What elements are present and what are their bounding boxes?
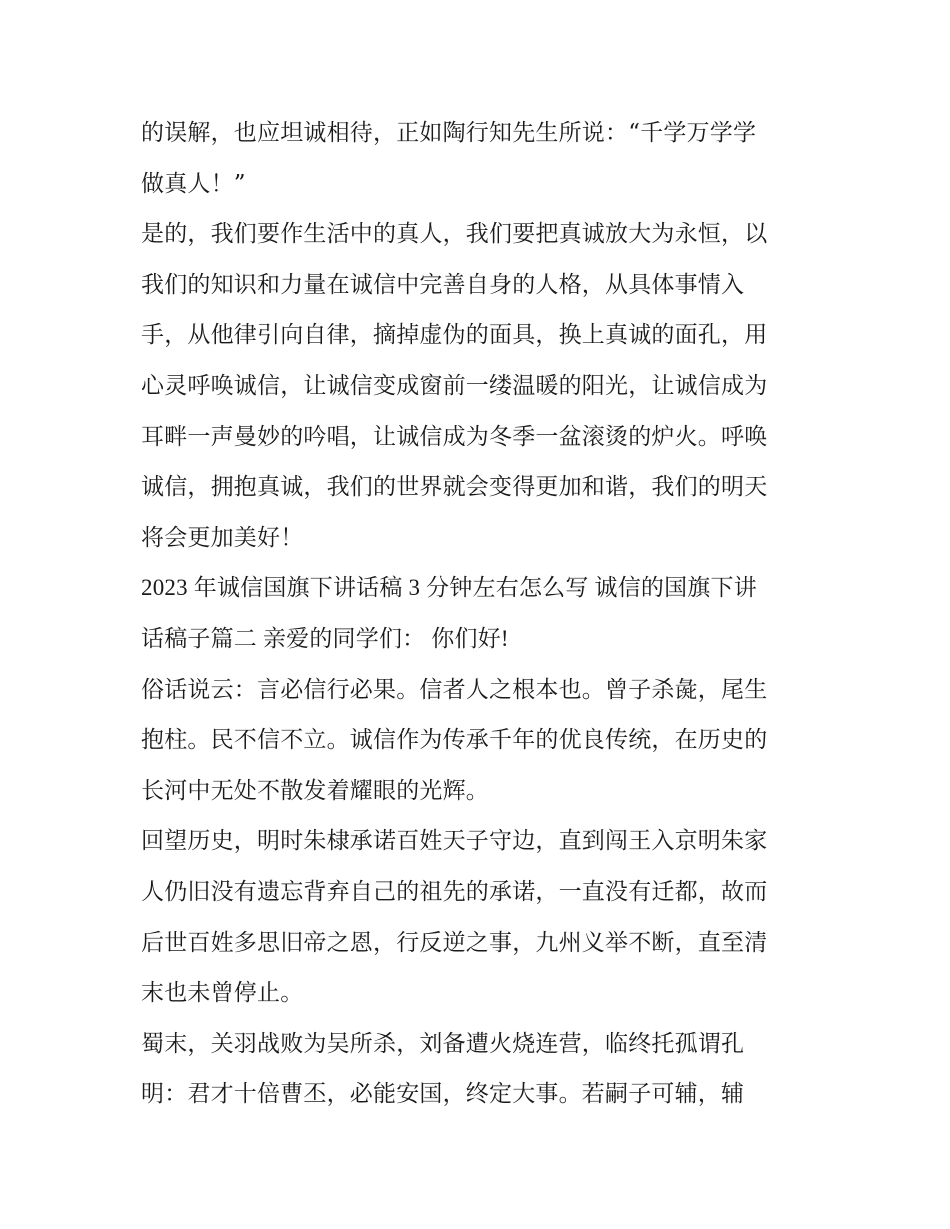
text-line-7: 耳畔一声曼妙的吟唱，让诚信成为冬季一盆滚烫的炉火。呼唤 — [141, 423, 768, 450]
text-line-15: 回望历史，明时朱棣承诺百姓天子守边，直到闯王入京明朱家 — [141, 828, 768, 855]
text-line-16: 人仍旧没有遗忘背弃自己的祖先的承诺，一直没有迁都，故而 — [141, 878, 768, 905]
text-line-8: 诚信，拥抱真诚，我们的世界就会变得更加和谐，我们的明天 — [141, 474, 768, 501]
text-line-19: 蜀末，关羽战败为吴所杀，刘备遭火烧连营，临终托孤谓孔 — [141, 1030, 745, 1057]
text-line-5: 手，从他律引向自律，摘掉虚伪的面具，换上真诚的面孔，用 — [141, 322, 768, 349]
document-body — [141, 108, 821, 1120]
text-line-12: 俗话说云：言必信行必果。信者人之根本也。曾子杀彘，尾生 — [141, 676, 768, 703]
section-title-line-2: 话稿子篇二 亲爱的同学们： 你们好! — [141, 625, 509, 651]
text-line-3: 是的，我们要作生活中的真人，我们要把真诚放大为永恒，以 — [141, 221, 768, 248]
text-line-17: 后世百姓多思旧帝之恩，行反逆之事，九州义举不断，直至清 — [141, 929, 768, 956]
text-line-4: 我们的知识和力量在诚信中完善自身的人格，从具体事情入 — [141, 271, 745, 298]
text-line-14: 长河中无处不散发着耀眼的光辉。 — [141, 777, 489, 804]
text-line-20: 明：君才十倍曹丕，必能安国，终定大事。若嗣子可辅，辅 — [141, 1081, 745, 1108]
text-line-6: 心灵呼唤诚信，让诚信变成窗前一缕温暖的阳光，让诚信成为 — [141, 372, 768, 399]
text-line-9: 将会更加美好！ — [141, 524, 304, 551]
text-line-1: 的误解，也应坦诚相待，正如陶行知先生所说：“千学万学学 — [141, 120, 757, 146]
text-line-18: 末也未曾停止。 — [141, 980, 304, 1007]
section-title-line-1: 2023 年诚信国旗下讲话稿 3 分钟左右怎么写 诚信的国旗下讲 — [141, 575, 757, 601]
text-line-2: 做真人！” — [141, 170, 246, 197]
text-line-13: 抱柱。民不信不立。诚信作为传承千年的优良传统，在历史的 — [141, 727, 768, 754]
